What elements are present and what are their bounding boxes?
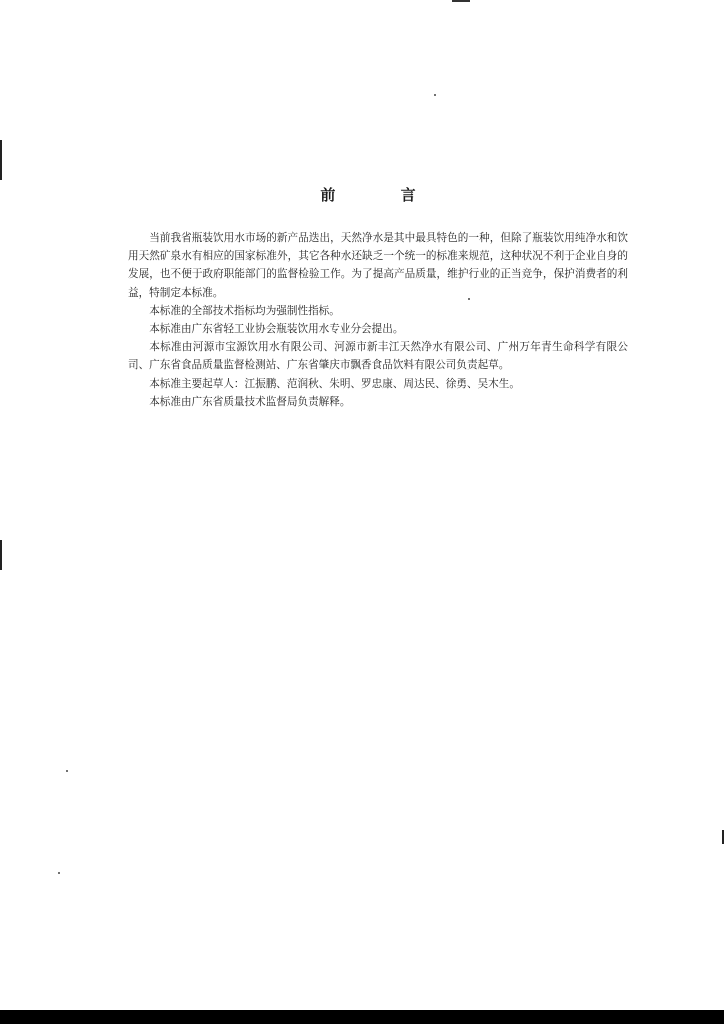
preface-body <box>128 229 628 411</box>
paragraph-intro: 当前我省瓶装饮用水市场的新产品迭出，天然净水是其中最具特色的一种，但除了瓶装饮用纯净水和饮用天然矿泉水有相应的国家标准外，其它各种水还缺乏一个统一的标准来规范，这种状况不利于企业自身的发展，也不便于政府职能部门的监督检验工作。为了提高产品质量，维护行业的正当竞争，保护消费者的利益，特制定本标准。 <box>128 232 628 299</box>
paragraph-mandatory: 本标准的全部技术指标均为强制性指标。 <box>149 304 340 317</box>
paragraph-proposer: 本标准由广东省轻工业协会瓶装饮用水专业分会提出。 <box>149 323 404 336</box>
paragraph-drafters: 本标准主要起草人：江振鹏、范润秋、朱明、罗忠康、周达民、徐勇、吴木生。 <box>149 377 520 390</box>
page-title: 前 言 <box>320 186 446 204</box>
scan-artifact <box>0 140 2 180</box>
paragraph-drafting-units: 本标准由河源市宝源饮用水有限公司、河源市新丰江天然净水有限公司、广州万年青生命科学有限公司、广东省食品质量监督检测站、广东省肇庆市飘香食品饮料有限公司负责起草。 <box>128 341 628 372</box>
scan-border <box>0 1010 724 1024</box>
scan-speck <box>58 872 60 874</box>
scan-speck <box>434 94 436 96</box>
scan-speck <box>66 770 68 772</box>
scan-artifact <box>452 0 470 2</box>
paragraph-interpretation: 本标准由广东省质量技术监督局负责解释。 <box>149 395 351 408</box>
scan-artifact <box>0 540 2 570</box>
